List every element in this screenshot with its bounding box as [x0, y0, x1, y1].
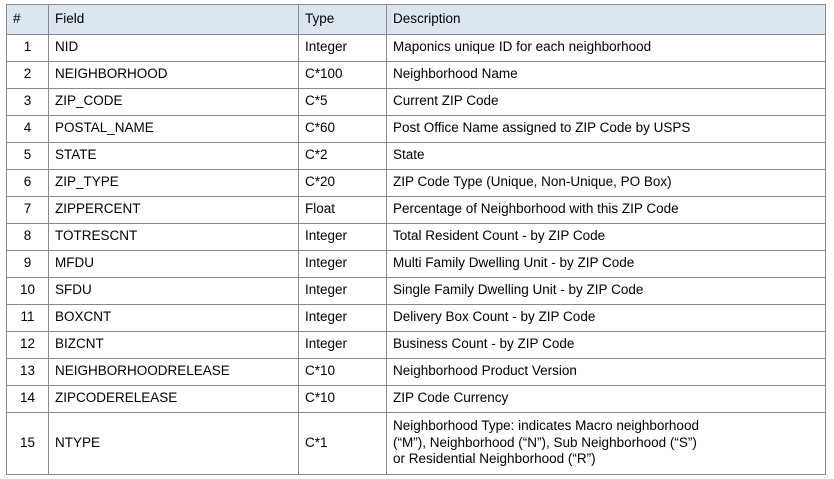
- table-row: [7, 89, 826, 116]
- table-body: [7, 35, 826, 475]
- row-number: 8: [7, 224, 49, 251]
- row-type: C*2: [299, 143, 387, 170]
- table-row: [7, 197, 826, 224]
- row-field: MFDU: [49, 251, 299, 278]
- row-field: ZIPCODERELEASE: [49, 386, 299, 413]
- row-description: Percentage of Neighborhood with this ZIP Code: [387, 197, 826, 224]
- row-field: BOXCNT: [49, 305, 299, 332]
- row-number: 11: [7, 305, 49, 332]
- row-type: C*1: [299, 413, 387, 475]
- row-type: C*10: [299, 359, 387, 386]
- row-type: Integer: [299, 35, 387, 62]
- table-row: [7, 35, 826, 62]
- row-number: 4: [7, 116, 49, 143]
- column-header-field: Field: [49, 5, 299, 35]
- row-number: 3: [7, 89, 49, 116]
- row-description: Delivery Box Count - by ZIP Code: [387, 305, 826, 332]
- row-type: Integer: [299, 251, 387, 278]
- row-description: Single Family Dwelling Unit - by ZIP Code: [387, 278, 826, 305]
- table-row: [7, 62, 826, 89]
- row-number: 1: [7, 35, 49, 62]
- table-row: [7, 278, 826, 305]
- row-field: TOTRESCNT: [49, 224, 299, 251]
- row-description-line: (“M”), Neighborhood (“N”), Sub Neighborhood (“S”): [393, 434, 697, 450]
- row-field: ZIPPERCENT: [49, 197, 299, 224]
- row-number: 7: [7, 197, 49, 224]
- table-row: [7, 143, 826, 170]
- row-number: 15: [7, 413, 49, 475]
- table-header: [7, 5, 826, 35]
- table-row: [7, 170, 826, 197]
- row-field: SFDU: [49, 278, 299, 305]
- row-field: NEIGHBORHOOD: [49, 62, 299, 89]
- row-number: 9: [7, 251, 49, 278]
- table-row: [7, 386, 826, 413]
- row-type: Float: [299, 197, 387, 224]
- row-type: C*10: [299, 386, 387, 413]
- row-number: 10: [7, 278, 49, 305]
- row-type: C*60: [299, 116, 387, 143]
- row-type: C*100: [299, 62, 387, 89]
- row-description: Multi Family Dwelling Unit - by ZIP Code: [387, 251, 826, 278]
- row-description: Current ZIP Code: [387, 89, 826, 116]
- column-header-description: Description: [387, 5, 826, 35]
- row-field: BIZCNT: [49, 332, 299, 359]
- table-row: [7, 116, 826, 143]
- row-number: 6: [7, 170, 49, 197]
- row-description-line: or Residential Neighborhood (“R”): [393, 451, 596, 467]
- row-type: C*5: [299, 89, 387, 116]
- row-number: 14: [7, 386, 49, 413]
- row-number: 12: [7, 332, 49, 359]
- row-number: 13: [7, 359, 49, 386]
- row-field: NEIGHBORHOODRELEASE: [49, 359, 299, 386]
- row-description: Business Count - by ZIP Code: [387, 332, 826, 359]
- row-type: C*20: [299, 170, 387, 197]
- row-description-line: Neighborhood Type: indicates Macro neighborhood: [393, 417, 699, 433]
- table-row: [7, 359, 826, 386]
- row-field: NTYPE: [49, 413, 299, 475]
- row-number: 2: [7, 62, 49, 89]
- table-row: [7, 224, 826, 251]
- row-field: NID: [49, 35, 299, 62]
- row-field: ZIP_TYPE: [49, 170, 299, 197]
- row-description: Neighborhood Name: [387, 62, 826, 89]
- row-description: Maponics unique ID for each neighborhood: [387, 35, 826, 62]
- row-description: State: [387, 143, 826, 170]
- row-description: ZIP Code Currency: [387, 386, 826, 413]
- table-row: [7, 332, 826, 359]
- table-row: [7, 305, 826, 332]
- row-type: Integer: [299, 224, 387, 251]
- column-header-number: #: [7, 5, 49, 35]
- row-description: [387, 413, 826, 475]
- row-field: POSTAL_NAME: [49, 116, 299, 143]
- field-specification-table: [6, 4, 826, 475]
- row-description: Neighborhood Product Version: [387, 359, 826, 386]
- row-field: STATE: [49, 143, 299, 170]
- table-header-row: [7, 5, 826, 35]
- row-type: Integer: [299, 278, 387, 305]
- row-description: Post Office Name assigned to ZIP Code by USPS: [387, 116, 826, 143]
- table-row: [7, 413, 826, 475]
- row-type: Integer: [299, 305, 387, 332]
- row-description: Total Resident Count - by ZIP Code: [387, 224, 826, 251]
- column-header-type: Type: [299, 5, 387, 35]
- table-row: [7, 251, 826, 278]
- row-type: Integer: [299, 332, 387, 359]
- row-description: ZIP Code Type (Unique, Non-Unique, PO Box): [387, 170, 826, 197]
- row-number: 5: [7, 143, 49, 170]
- row-field: ZIP_CODE: [49, 89, 299, 116]
